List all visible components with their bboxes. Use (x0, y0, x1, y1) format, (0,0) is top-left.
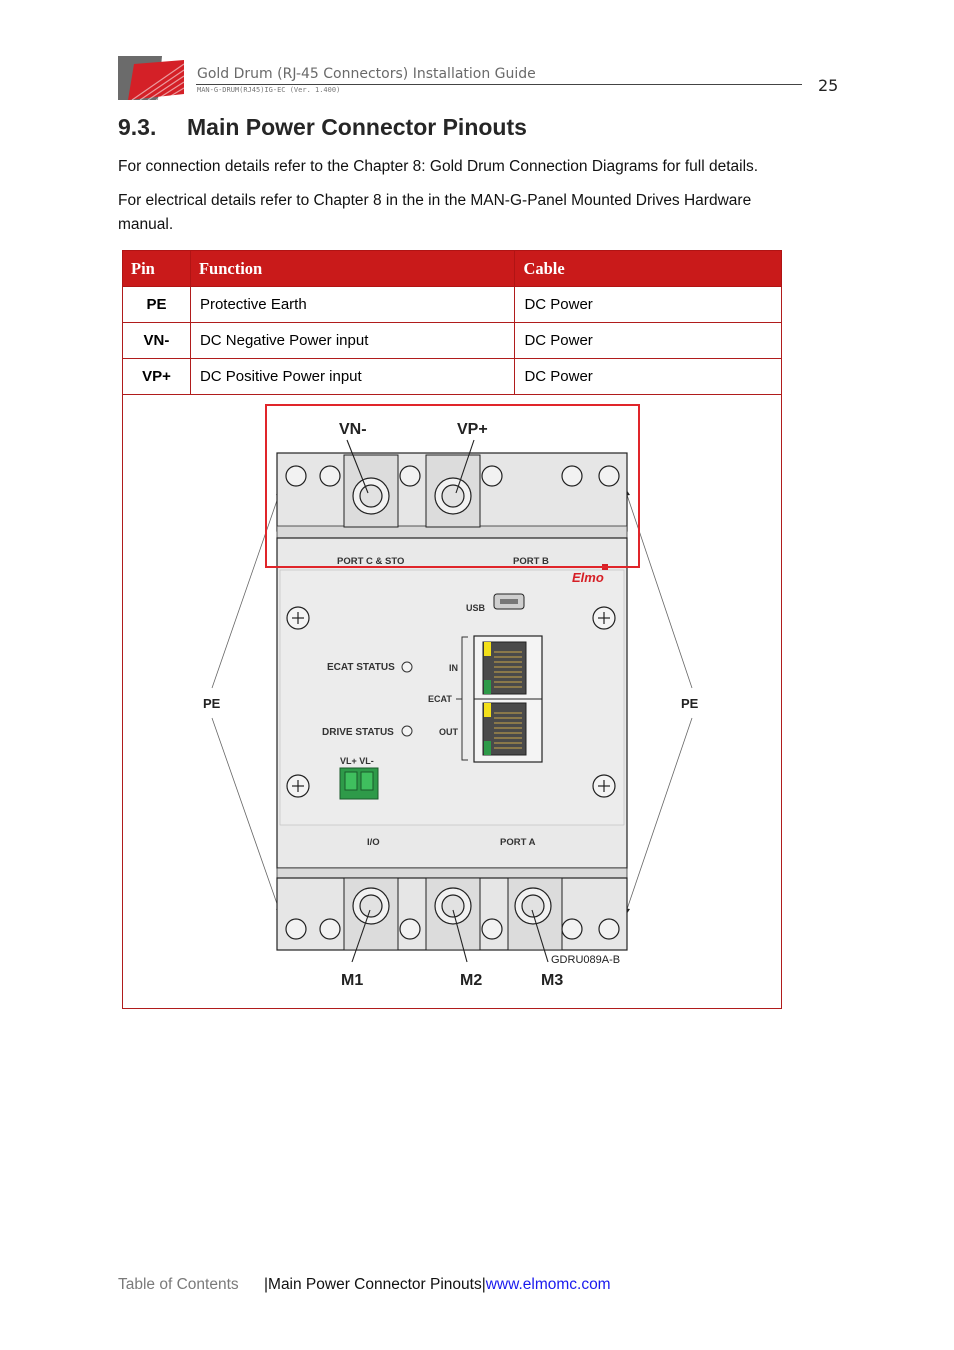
port-a-label: PORT A (500, 837, 536, 848)
pin-cell: PE (123, 287, 191, 323)
usb-label: USB (466, 603, 486, 613)
drive-status-label: DRIVE STATUS (322, 727, 394, 738)
ecat-label: ECAT (428, 694, 452, 704)
section-heading (118, 114, 527, 141)
ecat-out-label: OUT (439, 727, 458, 737)
port-b-label: PORT B (513, 556, 549, 567)
cable-cell: DC Power (515, 287, 782, 323)
paragraph-electrical-details: For electrical details refer to Chapter 8 in the in the MAN-G-Panel Mounted Drives Hardware manual. (118, 192, 752, 233)
vp-callout: VP+ (457, 421, 488, 438)
function-cell: Protective Earth (190, 287, 514, 323)
vl-terminal (340, 768, 378, 799)
pin-cell: VN- (123, 323, 191, 359)
column-header-function: Function (190, 251, 514, 287)
column-header-cable: Cable (515, 251, 782, 287)
function-cell: DC Positive Power input (190, 359, 514, 395)
brand-label: Elmo (572, 570, 604, 585)
header-subtitle: MAN-G-DRUM(RJ45)IG-EC (Ver. 1.400) (197, 86, 341, 94)
ecat-status-label: ECAT STATUS (327, 662, 395, 673)
ecat-status-led (402, 662, 412, 672)
column-header-pin: Pin (123, 251, 191, 287)
port-c-label: PORT C & STO (337, 556, 405, 567)
header-rule (196, 84, 802, 85)
header-title: Gold Drum (RJ-45 Connectors) Installation Guide (197, 66, 536, 82)
pe-left-callout: PE (203, 696, 221, 711)
function-cell: DC Negative Power input (190, 323, 514, 359)
m2-callout: M2 (460, 972, 483, 989)
section-number: 9.3. (118, 114, 157, 140)
section-title: Main Power Connector Pinouts (187, 114, 527, 140)
table-header-row (123, 251, 782, 287)
paragraph-connection-details: For connection details refer to the Chapter 8: Gold Drum Connection Diagrams for full details. (118, 158, 759, 175)
m3-callout: M3 (541, 972, 564, 989)
footer-section-label: |Main Power Connector Pinouts| (264, 1276, 486, 1293)
footer-website-link[interactable]: www.elmomc.com (485, 1276, 611, 1293)
page-number: 25 (818, 76, 839, 95)
elmo-logo (118, 54, 186, 102)
cable-cell: DC Power (515, 323, 782, 359)
footer-toc-link[interactable]: Table of Contents (118, 1276, 239, 1293)
rj45-ports (474, 636, 542, 762)
drive-status-led (402, 726, 412, 736)
m1-callout: M1 (341, 972, 364, 989)
io-label: I/O (367, 837, 380, 848)
cable-cell: DC Power (515, 359, 782, 395)
vn-callout: VN- (339, 421, 367, 438)
footer-section (264, 1276, 611, 1294)
drive-diagram (196, 400, 716, 1000)
ecat-in-label: IN (449, 663, 458, 673)
pe-right-callout: PE (681, 696, 699, 711)
table-row (123, 287, 782, 323)
figure-code: GDRU089A-B (551, 954, 621, 966)
vl-label: VL+ VL- (340, 756, 374, 766)
table-row (123, 359, 782, 395)
pin-cell: VP+ (123, 359, 191, 395)
pinout-table (122, 250, 782, 395)
table-row (123, 323, 782, 359)
